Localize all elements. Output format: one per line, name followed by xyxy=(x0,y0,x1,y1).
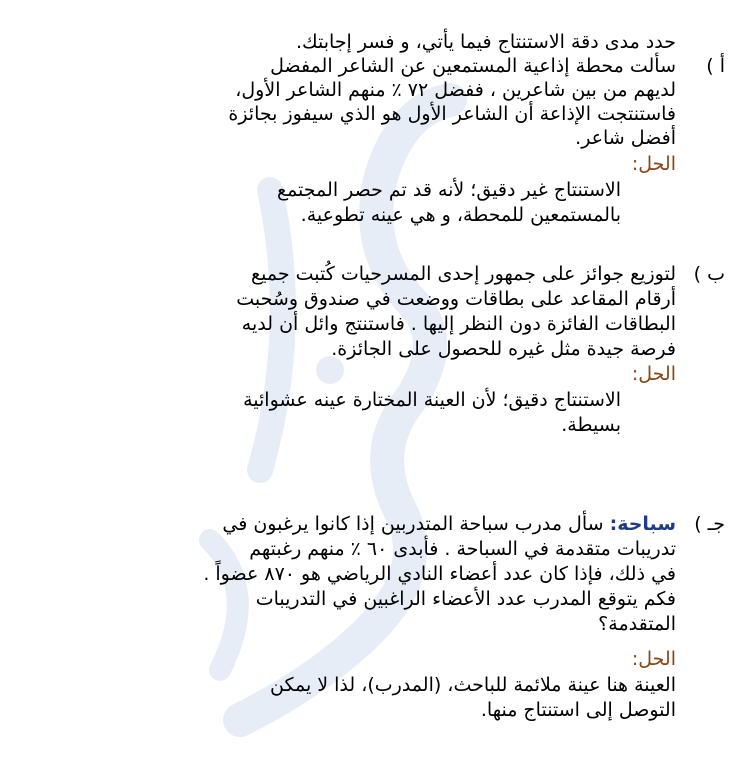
question-c-first-line xyxy=(222,512,676,536)
answer-b-line: الاستنتاج دقيق؛ لأن العينة المختارة عينه عشوائية xyxy=(243,389,621,411)
author-watermark xyxy=(150,70,510,760)
question-c-line: فكم يتوقع المدرب عدد الأعضاء الراغبين في التدريبات xyxy=(255,588,676,610)
question-c-line: تدريبات متقدمة في السباحة . فأبدى ٦٠ ٪ منهم رغبتهم xyxy=(249,538,676,560)
question-b-line: لتوزيع جوائز على جمهور إحدى المسرحيات كُتبت جميع xyxy=(251,263,676,285)
answer-a-line: الاستنتاج غير دقيق؛ لأنه قد تم حصر المجتمع xyxy=(276,179,621,201)
question-b-line: البطاقات الفائزة دون النظر إليها . فاستنتج وائل أن لديه xyxy=(241,313,676,335)
instructions-heading: حدد مدى دقة الاستنتاج فيما يأتي، و فسر إجابتك. xyxy=(295,31,676,53)
topic-keyword: سباحة: xyxy=(609,513,676,535)
answer-a-line: بالمستمعين للمحطة، و هي عينه تطوعية. xyxy=(300,204,621,226)
question-a-line: أفضل شاعر. xyxy=(575,127,676,149)
question-c-line: في ذلك، فإذا كان عدد أعضاء النادي الرياضي هو ٨٧٠ عضواً . xyxy=(203,563,676,585)
answer-b-line: بسيطة. xyxy=(561,414,621,436)
question-a-line: سألت محطة إذاعية المستمعين عن الشاعر المفضل xyxy=(270,55,676,77)
answer-c-line: العينة هنا عينة ملائمة للباحث، (المدرب)، لذا لا يمكن xyxy=(270,674,676,696)
question-a-marker: أ ) xyxy=(706,55,725,77)
question-b-line: أرقام المقاعد على بطاقات ووضعت في صندوق وسُحبت xyxy=(236,288,676,310)
question-a-line: فاستنتجت الإذاعة أن الشاعر الأول هو الذي سيفوز بجائزة xyxy=(228,103,676,125)
question-c-line: سأل مدرب سباحة المتدربين إذا كانوا يرغبون في xyxy=(222,513,604,535)
question-b-marker: ب ) xyxy=(693,263,725,285)
question-b-line: فرصة جيدة مثل غيره للحصول على الجائزة. xyxy=(331,338,676,360)
solution-label: الحل: xyxy=(631,153,676,175)
solution-label: الحل: xyxy=(631,363,676,385)
question-c-marker: جـ ) xyxy=(694,513,725,535)
question-c-line: المتقدمة؟ xyxy=(598,613,676,635)
answer-c-line: التوصل إلى استنتاج منها. xyxy=(480,699,676,721)
question-a-line: لديهم من بين شاعرين ، ففضل ٧٢ ٪ منهم الشاعر الأول، xyxy=(235,79,676,101)
solution-label: الحل: xyxy=(631,648,676,670)
